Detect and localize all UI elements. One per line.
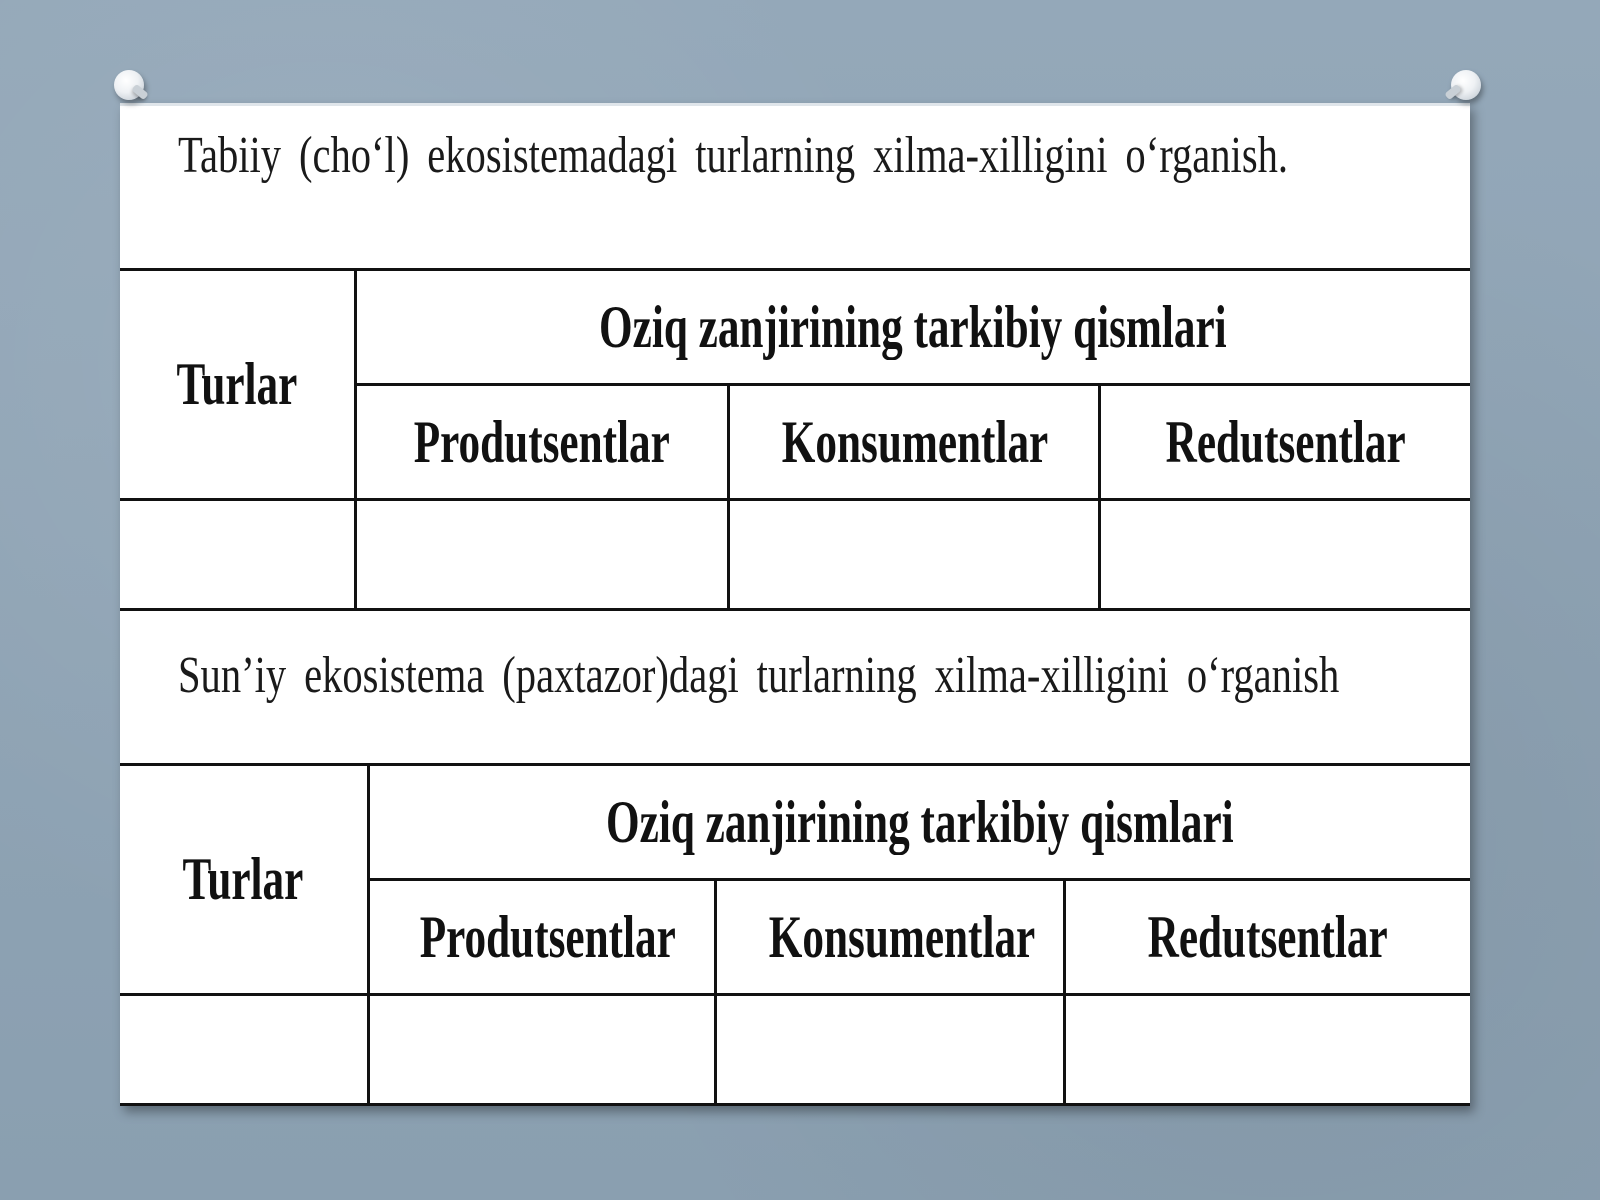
section1-table: [120, 268, 1470, 611]
worksheet-page: [120, 103, 1470, 1106]
column-header-producers: [368, 880, 715, 995]
section1-heading: Tabiiy (cho‘l) ekosistemadagi turlarning xilma-xilligini o‘rganish.: [178, 127, 1289, 184]
pushpin-icon: [114, 70, 144, 100]
table-cell: [1099, 500, 1470, 610]
table-cell: [728, 500, 1099, 610]
column-header-decomposers: [1064, 880, 1470, 995]
pushpin-icon: [1451, 70, 1481, 100]
group-header-cell: [368, 765, 1470, 880]
row-header-cell: [120, 765, 368, 995]
column-label: Redutsentlar: [1165, 408, 1406, 475]
column-label: Konsumentlar: [768, 903, 1035, 970]
column-header-producers: [355, 385, 728, 500]
row-header-cell: [120, 270, 355, 500]
group-header-label: Oziq zanjirining tarkibiy qismlari: [605, 788, 1234, 855]
table-cell: [355, 500, 728, 610]
table-row: [120, 500, 1470, 610]
column-label: Konsumentlar: [781, 408, 1048, 475]
row-header-label: Turlar: [182, 846, 304, 912]
row-header-label: Turlar: [176, 351, 298, 417]
section2-heading: Sun’iy ekosistema (paxtazor)dagi turlarning xilma-xilligini o‘rganish: [178, 647, 1340, 704]
table-cell: [1064, 995, 1470, 1105]
table-header-row: [120, 765, 1470, 880]
table-cell: [368, 995, 715, 1105]
table-cell: [120, 995, 368, 1105]
group-header-label: Oziq zanjirining tarkibiy qismlari: [599, 293, 1228, 360]
section2-table: [120, 763, 1470, 1106]
column-header-consumers: [728, 385, 1099, 500]
table-header-row: [120, 270, 1470, 385]
table-cell: [715, 995, 1064, 1105]
table-row: [120, 995, 1470, 1105]
group-header-cell: [355, 270, 1470, 385]
column-header-decomposers: [1099, 385, 1470, 500]
column-header-consumers: [715, 880, 1064, 995]
column-label: Produtsentlar: [419, 903, 676, 970]
column-label: Redutsentlar: [1147, 903, 1388, 970]
table-cell: [120, 500, 355, 610]
column-label: Produtsentlar: [413, 408, 670, 475]
